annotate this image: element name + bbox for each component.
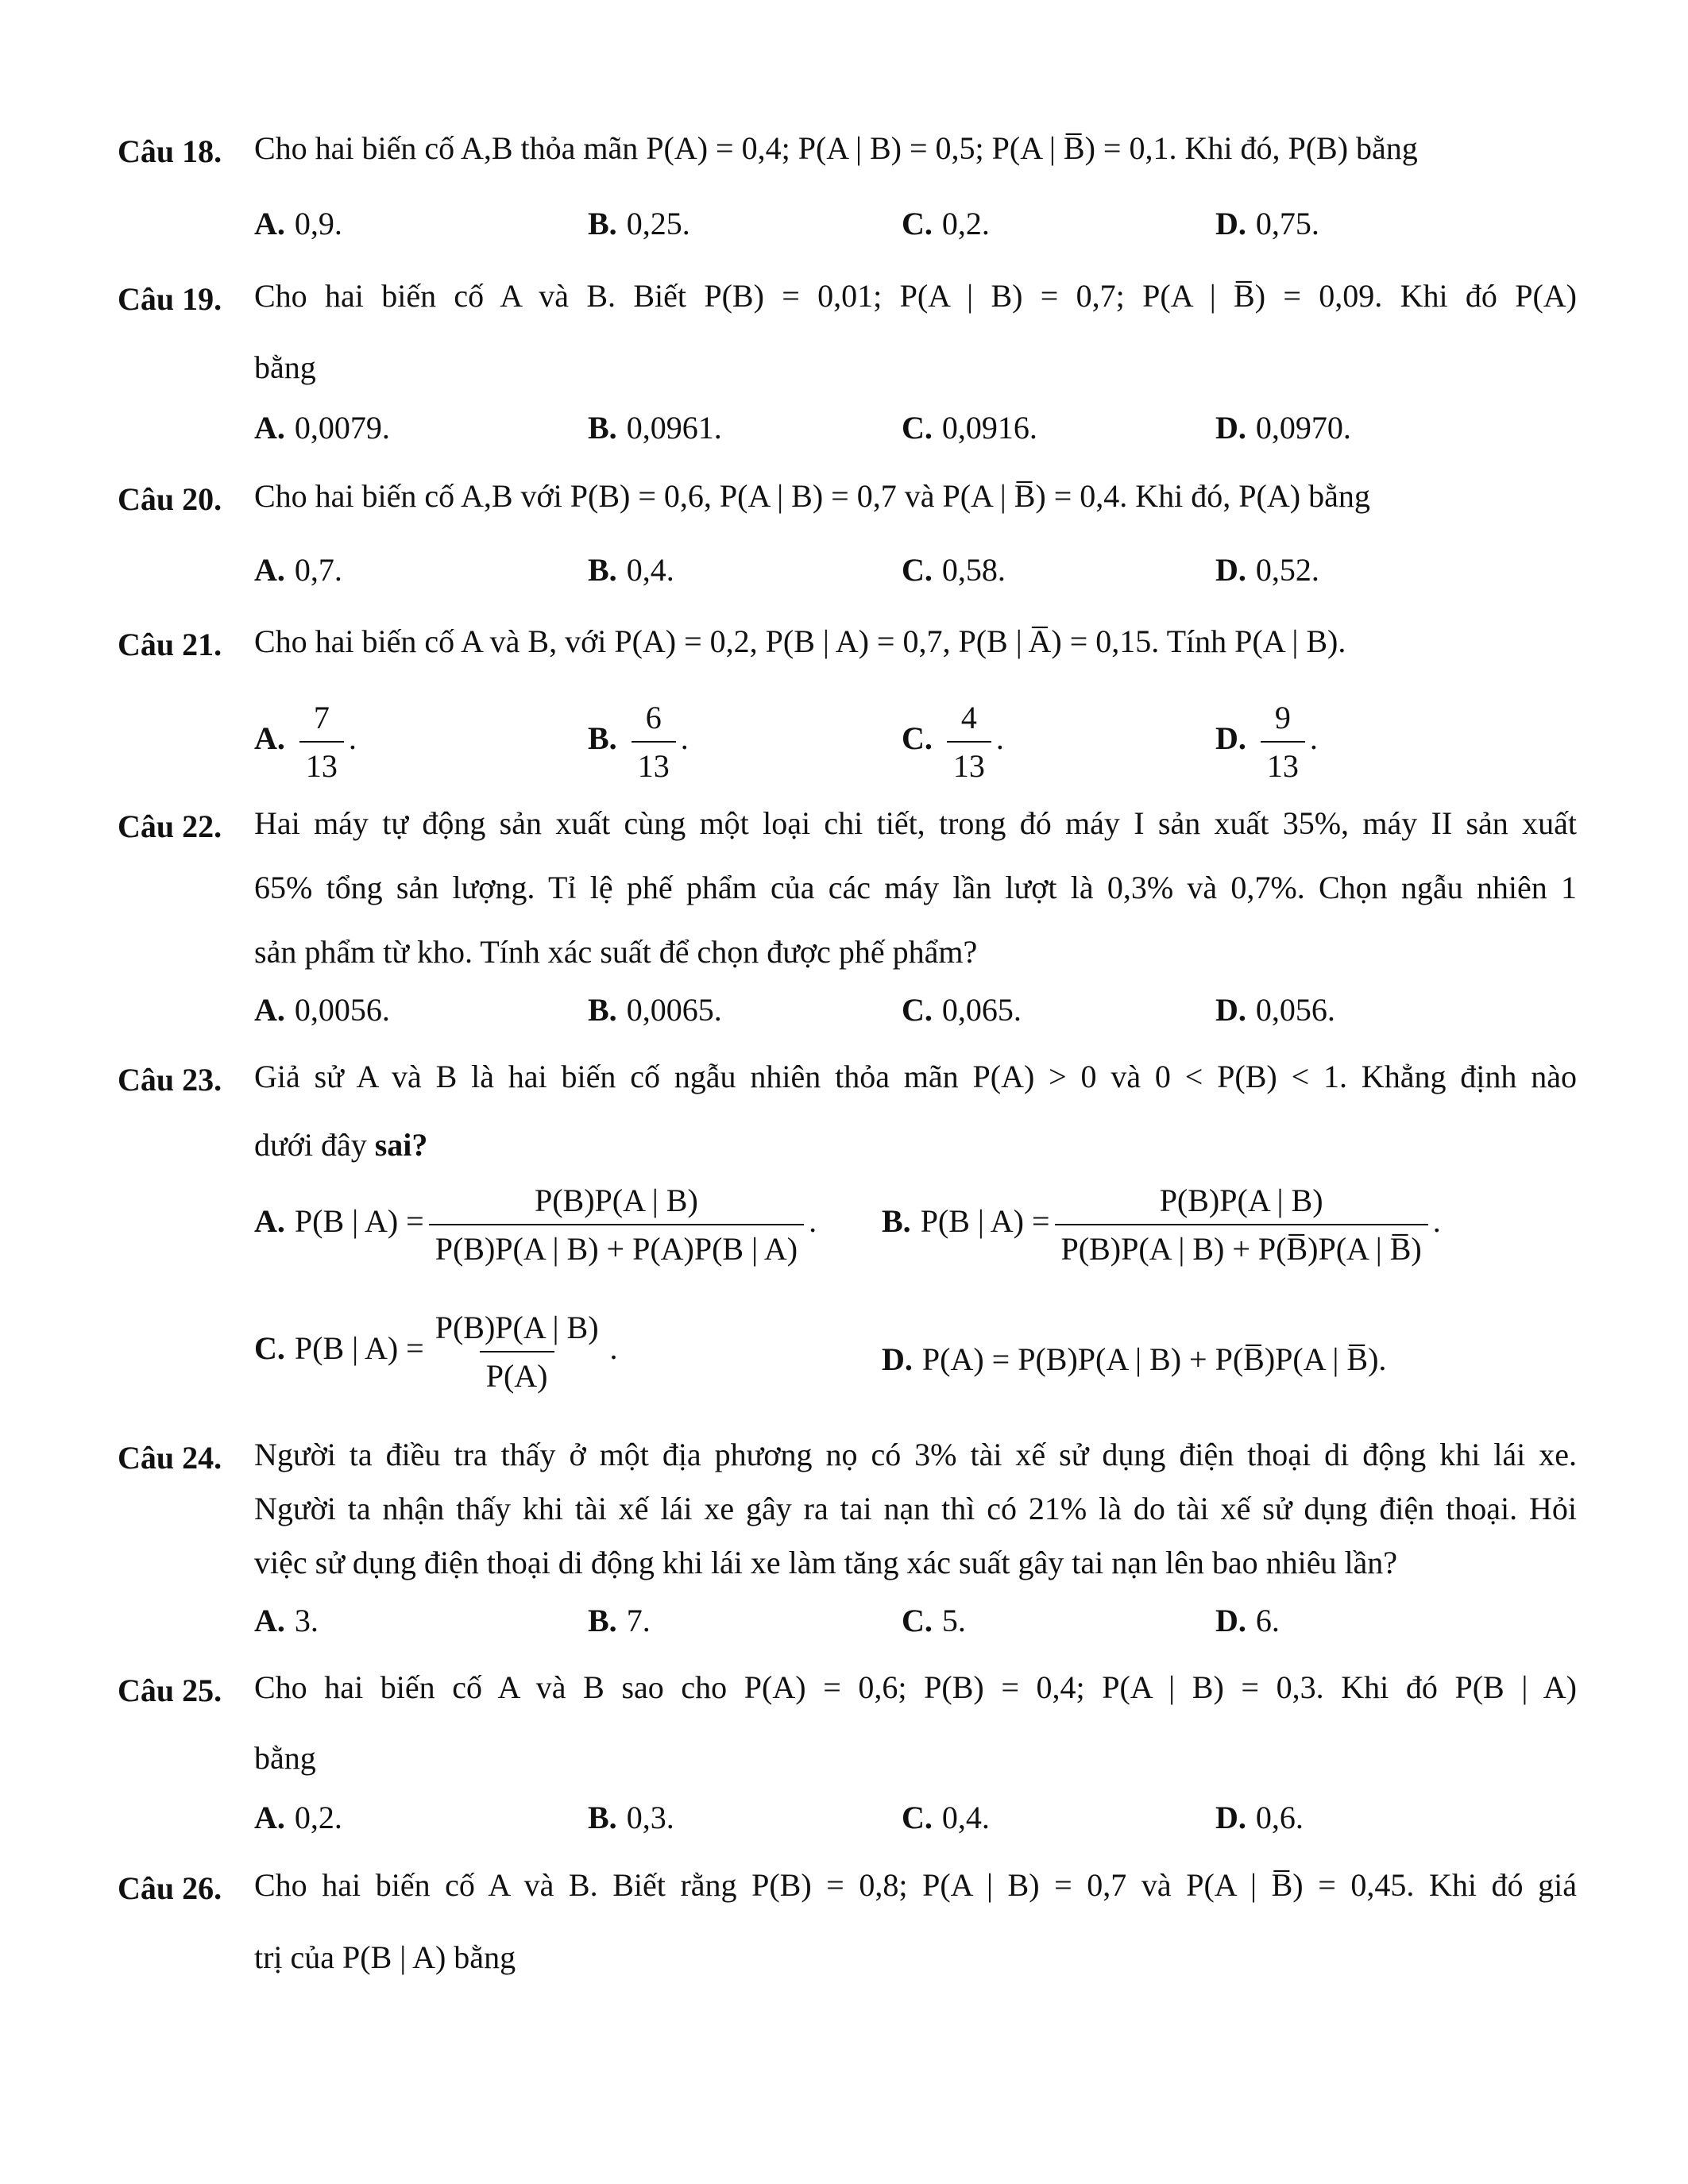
option-d[interactable]: D. 0,75. [1215, 206, 1319, 241]
question-stem: Người ta điều tra thấy ở một địa phương nọ có 3% tài xế sử dụng điện thoại di động khi lái xe. [254, 1437, 1577, 1472]
option-c[interactable]: C. P(B | A) = $\frac{P(B)P(A | B)}{P(A)}$ . [254, 1310, 618, 1394]
option-b[interactable]: B. 0,4. [588, 552, 674, 588]
option-b[interactable]: B. 0,3. [588, 1800, 674, 1835]
question-number: Câu 25. [118, 1673, 222, 1708]
option-c[interactable]: C. 5. [902, 1603, 966, 1638]
option-c[interactable]: C. $\frac{4}{13}$ . [902, 700, 1004, 784]
question-stem: Cho hai biến cố A và B. Biết P(B) = 0,01; P(A | B) = 0,7; P(A | B̅) = 0,09. Khi đó P(A) [254, 278, 1577, 314]
question-stem: Cho hai biến cố A và B. Biết rằng P(B) = 0,8; P(A | B) = 0,7 và P(A | B̅) = 0,45. Khi đó giá [254, 1867, 1577, 1903]
option-b[interactable]: B. 0,25. [588, 206, 690, 241]
option-d[interactable]: D. 0,0970. [1215, 410, 1351, 446]
option-a[interactable]: A. 0,9. [254, 206, 342, 241]
option-c[interactable]: C. 0,4. [902, 1800, 990, 1835]
option-d[interactable]: D. 0,6. [1215, 1800, 1304, 1835]
emphasis-sai: sai? [374, 1127, 428, 1163]
option-b[interactable]: B. P(B | A) = $\frac{P(B)P(A | B)}{P(B)P(A | B) + P(B̅)P(A | B̅)}$ . [882, 1183, 1441, 1267]
question-stem: Cho hai biến cố A và B sao cho P(A) = 0,6; P(B) = 0,4; P(A | B) = 0,3. Khi đó P(B | A) [254, 1669, 1577, 1705]
option-d[interactable]: D. P(A) = P(B)P(A | B) + P(B̅)P(A | B̅). [882, 1341, 1387, 1377]
question-number: Câu 18. [118, 133, 222, 169]
option-d[interactable]: D. 0,056. [1215, 992, 1335, 1028]
question-stem: Hai máy tự động sản xuất cùng một loại chi tiết, trong đó máy I sản xuất 35%, máy II sản xuất [254, 805, 1577, 841]
question-stem-cont: 65% tổng sản lượng. Tỉ lệ phế phẩm của các máy lần lượt là 0,3% và 0,7%. Chọn ngẫu nhiên 1 [254, 870, 1577, 905]
question-stem-cont: dưới đây sai? [254, 1127, 428, 1163]
question-stem-cont: bằng [254, 1740, 316, 1776]
option-b[interactable]: B. 0,0065. [588, 992, 722, 1028]
question-stem: Giả sử A và B là hai biến cố ngẫu nhiên thỏa mãn P(A) > 0 và 0 < P(B) < 1. Khẳng định nào [254, 1059, 1577, 1094]
question-stem-cont: trị của P(B | A) bằng [254, 1939, 516, 1975]
question-number: Câu 20. [118, 481, 222, 517]
question-number: Câu 21. [118, 627, 222, 662]
question-stem: Cho hai biến cố A và B, với P(A) = 0,2, P(B | A) = 0,7, P(B | A̅) = 0,15. Tính P(A | B). [254, 623, 1346, 659]
question-number: Câu 23. [118, 1062, 222, 1098]
option-a[interactable]: A. P(B | A) = $\frac{P(B)P(A | B)}{P(B)P(A | B) + P(A)P(B | A)}$ . [254, 1183, 817, 1267]
option-d[interactable]: D. 6. [1215, 1603, 1280, 1638]
option-a[interactable]: A. $\frac{7}{13}$ . [254, 700, 357, 784]
question-stem-cont: sản phẩm từ kho. Tính xác suất để chọn được phế phẩm? [254, 934, 978, 970]
option-b[interactable]: B. 0,0961. [588, 410, 722, 446]
option-c[interactable]: C. 0,0916. [902, 410, 1037, 446]
question-number: Câu 24. [118, 1440, 222, 1476]
option-d[interactable]: D. 0,52. [1215, 552, 1319, 588]
question-number: Câu 19. [118, 281, 222, 317]
question-number: Câu 26. [118, 1870, 222, 1906]
question-stem: Cho hai biến cố A,B với P(B) = 0,6, P(A | B) = 0,7 và P(A | B̅) = 0,4. Khi đó, P(A) bằng [254, 478, 1370, 514]
option-a[interactable]: A. 0,0056. [254, 992, 390, 1028]
option-b[interactable]: B. 7. [588, 1603, 651, 1638]
option-c[interactable]: C. 0,065. [902, 992, 1022, 1028]
question-stem-cont: bằng [254, 349, 316, 385]
option-b[interactable]: B. $\frac{6}{13}$ . [588, 700, 689, 784]
option-a[interactable]: A. 3. [254, 1603, 319, 1638]
question-stem-cont: Người ta nhận thấy khi tài xế lái xe gây ra tai nạn thì có 21% là do tài xế sử dụng điện thoại. Hỏi [254, 1491, 1577, 1526]
option-c[interactable]: C. 0,2. [902, 206, 990, 241]
option-c[interactable]: C. 0,58. [902, 552, 1006, 588]
question-stem: Cho hai biến cố A,B thỏa mãn P(A) = 0,4; P(A | B) = 0,5; P(A | B̅) = 0,1. Khi đó, P(B) bằng [254, 130, 1418, 166]
option-a[interactable]: A. 0,2. [254, 1800, 342, 1835]
question-stem-cont: việc sử dụng điện thoại di động khi lái xe làm tăng xác suất gây tai nạn lên bao nhiêu lần? [254, 1545, 1398, 1580]
question-number: Câu 22. [118, 808, 222, 844]
option-d[interactable]: D. $\frac{9}{13}$ . [1215, 700, 1318, 784]
option-a[interactable]: A. 0,7. [254, 552, 342, 588]
option-a[interactable]: A. 0,0079. [254, 410, 390, 446]
